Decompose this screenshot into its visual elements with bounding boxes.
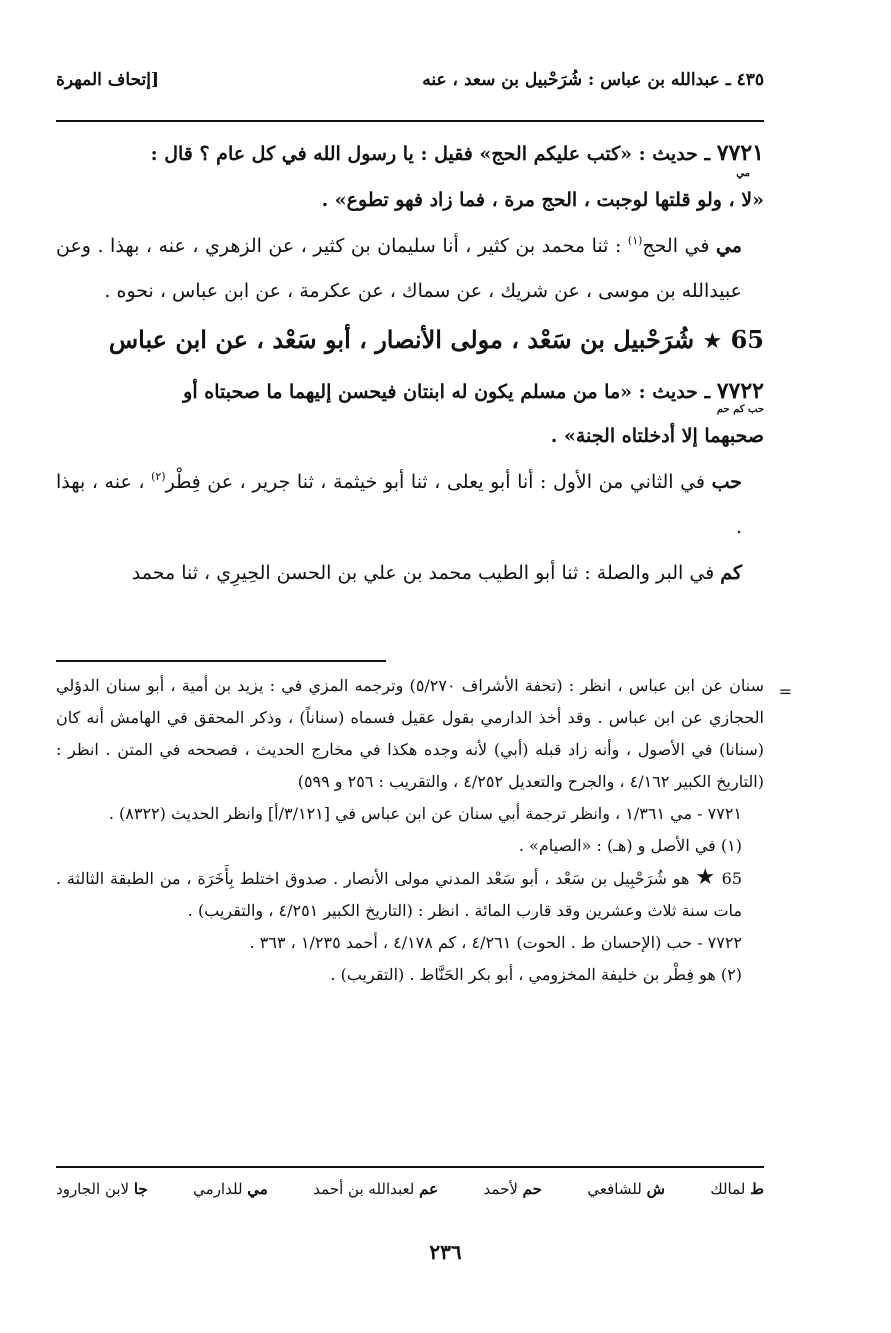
footnote-continuation: سنان عن ابن عباس ، انظر : (تحفة الأشراف ٥/٢٧٠) وترجمه المزي في : يزيد بن أمية ، أبو سنان الدؤلي الحجازي عن ابن عباس . وقد أخذ الدارمي بقول عقيل فسماه (سناناً) ، وذكر المحقق في الهامش أنه كان (سنانا) في الأصول ، وأنه زاد قبله (أبي) لأنه وجده هكذا في مخارج الحديث ، فصححه في المتن . انظر : (التاريخ الكبير ٤/١٦٢ ، والجرح والتعديل ٤/٢٥٢ ، والتقريب : ٢٥٦ و ٥٩٩) — [56, 676, 765, 791]
star-icon: ★ — [695, 865, 716, 890]
abbr-item: حم لأحمد — [483, 1180, 542, 1198]
header-rule — [56, 120, 764, 122]
section-title: شُرَحْبيل بن سَعْد ، مولى الأنصار ، أبو سَعْد ، عن ابن عباس — [108, 325, 703, 354]
hadith-text: ـ حديث : «ما من مسلم يكون له ابنتان فيحسن إليهما ما صحبتاه أو — [183, 381, 717, 403]
footnote-1: (١) في الأصل و (هـ) : «الصيام» . — [518, 836, 742, 855]
isnad-paragraph — [56, 552, 764, 594]
abbr-item: جا لابن الجارود — [56, 1180, 148, 1198]
section-heading — [56, 316, 764, 366]
hadith-7722 — [56, 370, 764, 457]
header-book: [إتحاف المهرة — [56, 70, 160, 90]
footnote-ref: (١) — [627, 234, 643, 247]
running-header — [56, 70, 764, 106]
isnad-text: : ثنا محمد بن كثير ، أنا سليمان بن كثير ، عن الزهري ، عنه ، بهذا . وعن عبيدالله بن موسى ، عن شريك ، عن سماك ، عن عكرمة ، عن ابن عباس ، نحوه . — [56, 235, 742, 302]
hadith-text: ـ حديث : «كتب عليكم الحج» فقيل : يا رسول الله في كل عام ؟ قال : — [150, 143, 717, 165]
isnad-paragraph — [56, 461, 764, 548]
page-body — [56, 70, 764, 598]
header-title: ٤٣٥ ـ عبدالله بن عباس : شُرَحْبيل بن سعد ، عنه — [422, 70, 764, 90]
isnad-text: في البر والصلة : ثنا أبو الطيب محمد بن علي بن الحسن الحِيرِي ، ثنا محمد — [131, 562, 721, 584]
hadith-7721 — [56, 132, 764, 221]
source-abbr: مي — [715, 235, 742, 257]
page-number: ٢٣٦ — [429, 1240, 462, 1264]
isnad-paragraph — [56, 225, 764, 312]
footnote-7721: ٧٧٢١ - مي ١/٣٦١ ، وانظر ترجمة أبي سنان عن ابن عباس في [٣/١٢١/أ] وانظر الحديث (٨٣٢٢) . — [108, 804, 742, 823]
source-abbr: حب — [711, 471, 742, 493]
abbr-item: ط لمالك — [710, 1180, 764, 1198]
source-mark: مي — [736, 168, 750, 179]
footnotes — [56, 670, 792, 991]
source-abbr: كم — [720, 562, 742, 584]
hadith-text-cont: «لا ، ولو قلتها لوجبت ، الحج مرة ، فما زاد فهو تطوع» . — [321, 189, 764, 211]
footnote-7722: ٧٧٢٢ - حب (الإحسان ط . الحوت) ٤/٢٦١ ، كم ٤/١٧٨ ، أحمد ١/٢٣٥ ، ٣٦٣ . — [249, 933, 742, 952]
abbreviations-rule — [56, 1166, 764, 1168]
hadith-number: ٧٧٢١ — [716, 140, 764, 166]
hadith-text-cont: صحبهما إلا أدخلتاه الجنة» . — [550, 425, 764, 447]
abbr-item: عم لعبدالله بن أحمد — [313, 1180, 439, 1198]
source-book: في الحج — [642, 235, 716, 257]
footnote-65-text: هو شُرَحْبِيل بن سَعْد ، أبو سَعْد المدني مولى الأنصار . صدوق اختلط بِأَخَرَة ، من الطبقة الثالثة . مات سنة ثلاث وعشرين وقد قارب المائة . انظر : (التاريخ الكبير ٤/٢٥١ ، والتقريب) . — [56, 869, 742, 920]
abbr-item: مي للدارمي — [193, 1180, 268, 1198]
star-icon: ★ — [702, 329, 723, 354]
footnote-ref: (٢) — [151, 470, 166, 483]
continuation-mark: = — [778, 682, 792, 701]
isnad-text-cont: ، عنه ، بهذا . — [56, 471, 742, 538]
isnad-text: في الثاني من الأول : أنا أبو يعلى ، ثنا أبو خيثمة ، ثنا جرير ، عن فِطْر — [165, 471, 712, 493]
footnote-65-number: 65 — [721, 869, 742, 888]
abbreviations-key — [56, 1180, 764, 1198]
hadith-number: ٧٧٢٢ — [716, 378, 764, 404]
section-number: 65 — [730, 325, 764, 354]
abbr-item: ش للشافعي — [587, 1180, 665, 1198]
footnote-65 — [56, 862, 764, 927]
source-mark: حب كم حم — [716, 404, 764, 415]
footnote-2: (٢) هو فِطْر بن خليفة المخزومي ، أبو بكر الحَنَّاط . (التقريب) . — [330, 965, 742, 984]
footnote-separator — [56, 660, 386, 662]
